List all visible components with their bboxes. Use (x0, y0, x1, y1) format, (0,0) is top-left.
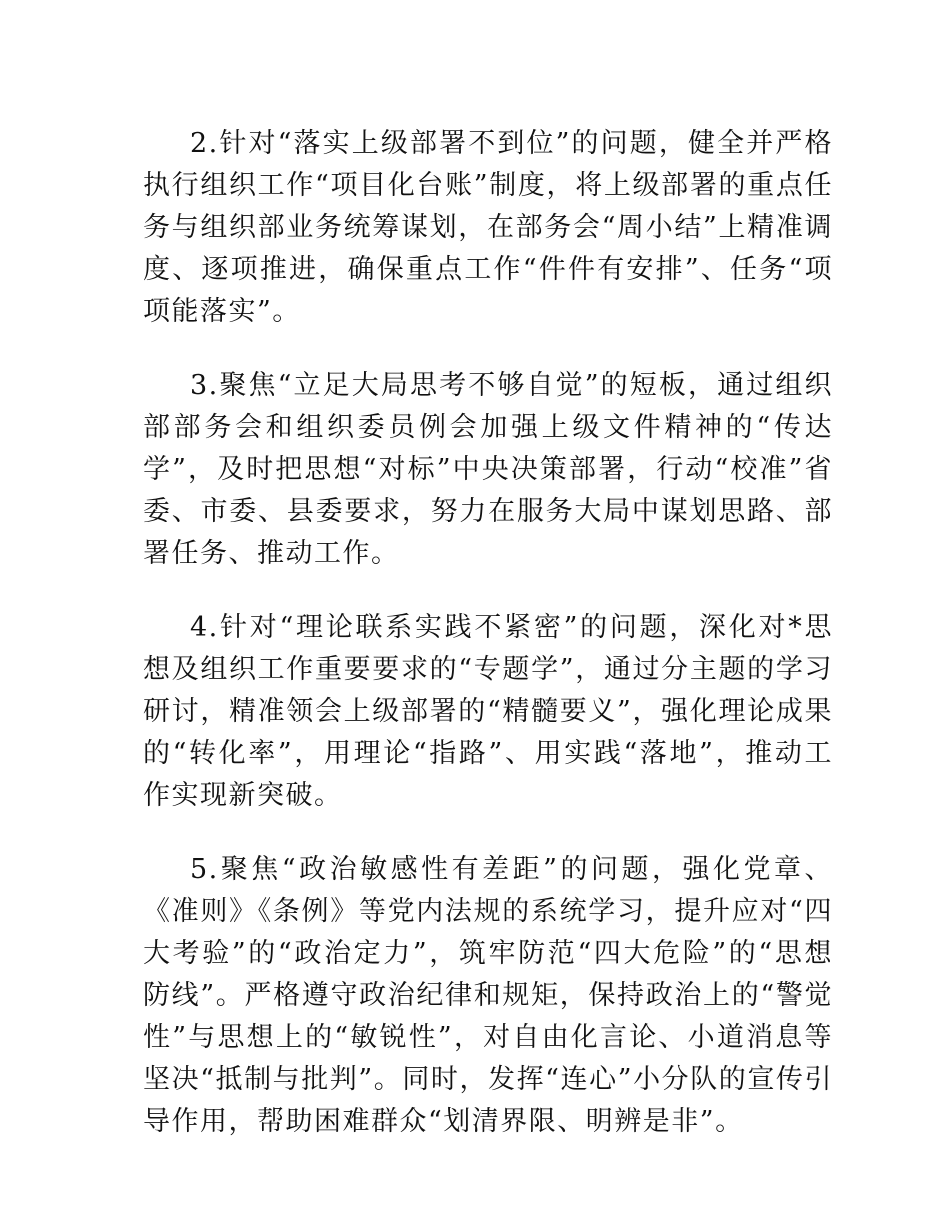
document-body (143, 123, 833, 1143)
paragraph-item-5: 5.聚焦“政治敏感性有差距”的问题，强化党章、《准则》《条例》等党内法规的系统学习，提升应对“四大考验”的“政治定力”，筑牢防范“四大危险”的“思想防线”。严格遵守政治纪律和规矩，保持政治上的“警觉性”与思想上的“敏锐性”，对自由化言论、小道消息等坚决“抵制与批判”。同时，发挥“连心”小分队的宣传引导作用，帮助困难群众“划清界限、明辨是非”。 (143, 854, 833, 1137)
paragraph-item-4: 4.针对“理论联系实践不紧密”的问题，深化对*思想及组织工作重要要求的“专题学”，通过分主题的学习研讨，精准领会上级部署的“精髓要义”，强化理论成果的“转化率”，用理论“指路”、用实践“落地”，推动工作实现新突破。 (143, 612, 833, 811)
paragraph-item-3: 3.聚焦“立足大局思考不够自觉”的短板，通过组织部部务会和组织委员例会加强上级文件精神的“传达学”，及时把思想“对标”中央决策部署，行动“校准”省委、市委、县委要求，努力在服务大局中谋划思路、部署任务、推动工作。 (143, 370, 833, 569)
paragraph-item-2: 2.针对“落实上级部署不到位”的问题，健全并严格执行组织工作“项目化台账”制度，将上级部署的重点任务与组织部业务统筹谋划，在部务会“周小结”上精准调度、逐项推进，确保重点工作“件件有安排”、任务“项项能落实”。 (143, 128, 833, 327)
